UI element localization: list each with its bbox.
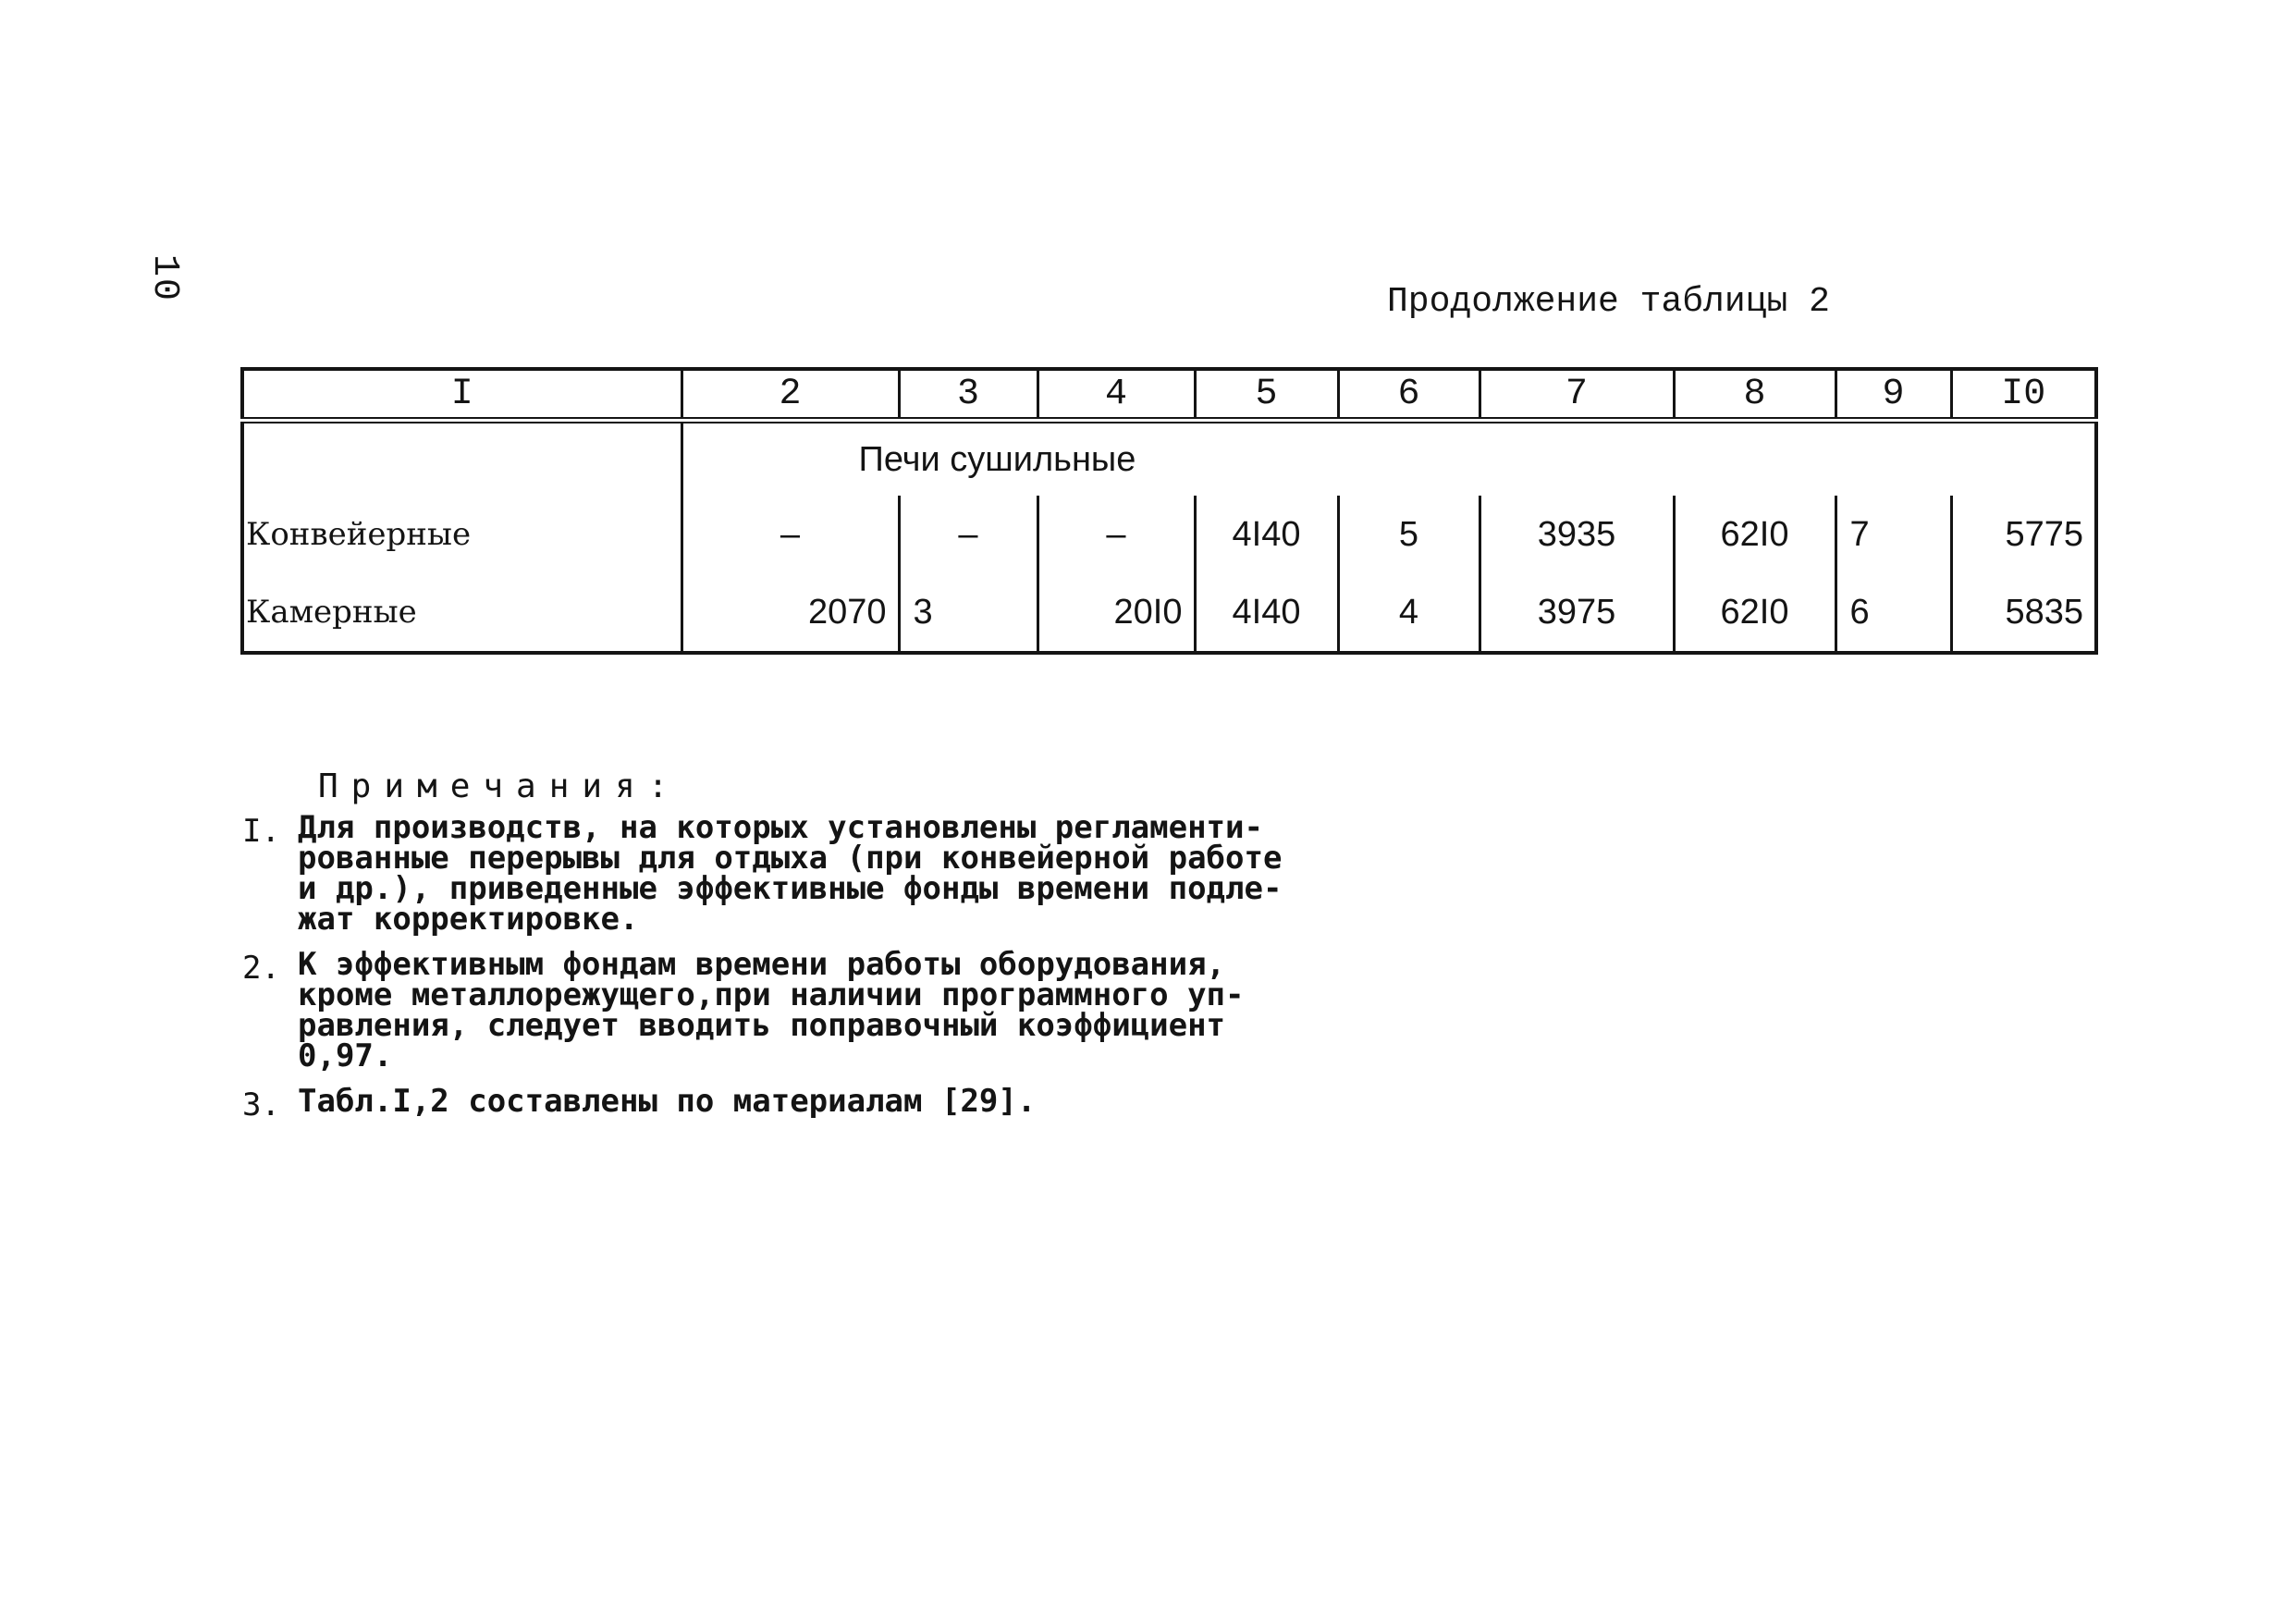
column-header: I [242,369,681,421]
table-cell: 5775 [1951,496,2096,573]
table-cell: 3 [899,573,1037,653]
column-header: 8 [1674,369,1836,421]
column-header: 7 [1480,369,1674,421]
table-header-row [242,369,2096,421]
note-item [242,946,1333,1074]
column-header: 3 [899,369,1037,421]
note-number: 2. [242,950,280,987]
row-name: Камерные [246,594,417,631]
column-header: 6 [1338,369,1480,421]
section-row [242,421,2096,497]
table-cell: 62I0 [1674,573,1836,653]
note-item [242,809,1333,938]
table-row [242,496,2096,573]
note-item [242,1083,1333,1123]
note-text: К эффективным фондам времени работы оборудования, кроме металлорежущего,при наличии программного уп- равления, следует вводить поправочный коэффициент 0,97. [298,946,1245,1074]
table-cell: – [681,496,899,573]
column-header: 5 [1195,369,1338,421]
note-text: Табл.I,2 составлены по материалам [29]. [298,1083,1037,1120]
table-cell: 20I0 [1037,573,1195,653]
table-cell: 5 [1338,496,1480,573]
row-name: Конвейерные [246,516,472,553]
notes-section [242,767,1333,1138]
table-cell: 3935 [1480,496,1674,573]
column-header: 9 [1836,369,1951,421]
note-number: I. [242,813,280,850]
table-row [242,573,2096,653]
table-cell: 62I0 [1674,496,1836,573]
table-cell: – [899,496,1037,573]
notes-title: Примечания: [318,767,681,805]
table-cell: 6 [1836,573,1951,653]
note-text: Для производств, на которых установлены регламенти- рованные перерывы для отдыха (при конвейерной работе и др.), приведенные эффективные фонды времени подле- жат корректировке. [298,809,1283,938]
column-header: 2 [681,369,899,421]
column-header: I0 [1951,369,2096,421]
table-cell: 4I40 [1195,573,1338,653]
table-cell: 3975 [1480,573,1674,653]
data-table [240,367,2098,655]
table-continuation-label: Продолжение таблицы 2 [1387,282,1830,322]
table-cell: 2070 [681,573,899,653]
table-cell: 7 [1836,496,1951,573]
section-row-blank [242,421,681,497]
table-cell: 4 [1338,573,1480,653]
section-title: Печи сушильные [681,421,2096,497]
table-cell: 4I40 [1195,496,1338,573]
table-cell: 5835 [1951,573,2096,653]
table-cell: – [1037,496,1195,573]
note-number: 3. [242,1086,280,1123]
page-number: 10 [143,254,185,303]
column-header: 4 [1037,369,1195,421]
